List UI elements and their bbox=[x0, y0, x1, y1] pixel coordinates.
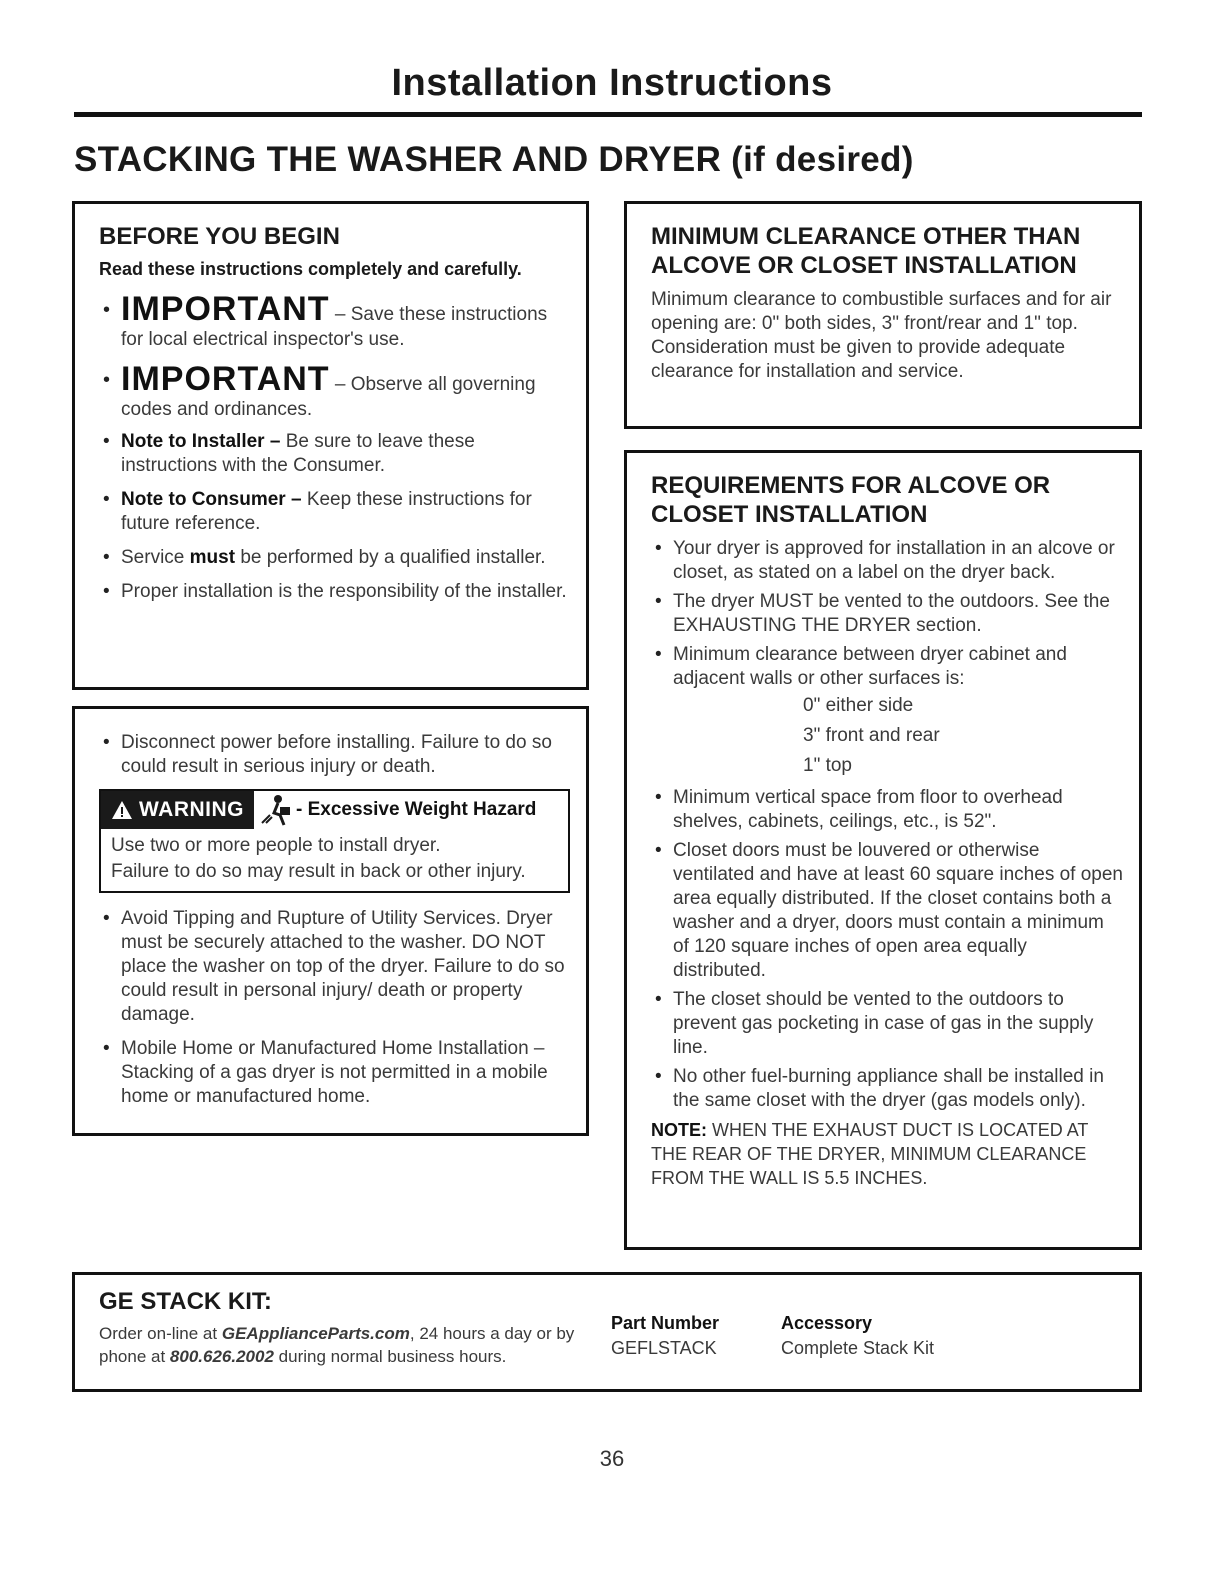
stack-kit-info bbox=[99, 1287, 611, 1368]
header-divider bbox=[74, 112, 1142, 117]
before-list bbox=[99, 430, 570, 604]
part-number-column bbox=[611, 1287, 781, 1368]
accessory-header: Accessory bbox=[781, 1313, 873, 1333]
warning-header bbox=[101, 791, 560, 829]
list-item: • Note to Consumer – Keep these instructions for future reference. bbox=[99, 488, 570, 536]
important-item-2 bbox=[99, 360, 570, 422]
clearance-top: 1" top bbox=[803, 755, 853, 776]
warning-title: - Excessive Weight Hazard bbox=[296, 799, 537, 820]
safety-box bbox=[72, 706, 589, 1136]
page-title: STACKING THE WASHER AND DRYER (if desired) bbox=[74, 140, 914, 179]
accessory-column bbox=[781, 1287, 1001, 1368]
important-2-text: – Observe all governing codes and ordinances. bbox=[121, 374, 536, 420]
warning-box bbox=[99, 789, 570, 893]
important-label: IMPORTANT bbox=[121, 290, 330, 328]
important-label: IMPORTANT bbox=[121, 360, 330, 398]
stack-kit-grid bbox=[99, 1287, 1123, 1368]
warning-badge: WARNING bbox=[101, 791, 254, 829]
requirements-note: NOTE: WHEN THE EXHAUST DUCT IS LOCATED AT THE REAR OF THE DRYER, MINIMUM CLEARANCE FROM THE WALL IS 5.5 INCHES. bbox=[651, 1120, 1089, 1188]
clearance-side: 0" either side bbox=[803, 695, 914, 716]
safety-list-top bbox=[99, 731, 570, 779]
website-link[interactable]: GEApplianceParts.com bbox=[221, 1324, 410, 1343]
before-you-begin-title: BEFORE YOU BEGIN bbox=[99, 223, 340, 250]
requirements-box bbox=[624, 450, 1142, 1250]
warning-line-1: Use two or more people to install dryer. bbox=[111, 835, 441, 856]
list-item: • No other fuel-burning appliance shall be installed in the same closet with the dryer (gas models only). bbox=[651, 1065, 1123, 1113]
list-item: • The dryer MUST be vented to the outdoors. See the EXHAUSTING THE DRYER section. bbox=[651, 590, 1123, 638]
heavy-lift-icon bbox=[258, 793, 292, 827]
page-header-title: Installation Instructions bbox=[391, 62, 833, 104]
warning-line-2: Failure to do so may result in back or other injury. bbox=[111, 861, 526, 882]
part-number-header: Part Number bbox=[611, 1313, 720, 1333]
list-item: • Note to Installer – Be sure to leave these instructions with the Consumer. bbox=[99, 430, 570, 478]
list-item: • Minimum vertical space from floor to overhead shelves, cabinets, ceilings, etc., is 52". bbox=[651, 786, 1123, 834]
min-clearance-box bbox=[624, 201, 1142, 429]
before-you-begin-box bbox=[72, 201, 589, 690]
list-item: • The closet should be vented to the outdoors to prevent gas pocketing in case of gas in the supply line. bbox=[651, 988, 1123, 1060]
list-item: • Service must be performed by a qualified installer. bbox=[99, 546, 570, 570]
min-clearance-text: Minimum clearance to combustible surfaces and for air opening are: 0" both sides, 3" front/rear and 1" top. Consideration must be given to provide adequate clearance for installation and service. bbox=[651, 289, 1112, 382]
before-lead: Read these instructions completely and carefully. bbox=[99, 259, 522, 279]
stack-kit-text: Order on-line at GEApplianceParts.com, 24 hours a day or by phone at 800.626.2002 during normal business hours. bbox=[99, 1324, 575, 1366]
phone-number: 800.626.2002 bbox=[169, 1347, 274, 1366]
clearance-front-rear: 3" front and rear bbox=[803, 725, 940, 746]
list-item: • Closet doors must be louvered or otherwise ventilated and have at least 60 square inches of open area equally distributed. If the closet contains both a washer and a dryer, doors must contain a minimum of 120 square inches of open area equally distributed. bbox=[651, 839, 1123, 983]
requirements-list bbox=[651, 537, 1123, 1113]
list-item: • Minimum clearance between dryer cabinet and adjacent walls or other surfaces is: 0" either side 3" front and rear 1" top bbox=[651, 643, 1123, 781]
important-1-text: – Save these instructions for local electrical inspector's use. bbox=[121, 304, 548, 350]
page-number: 36 bbox=[599, 1446, 625, 1471]
list-item: • Avoid Tipping and Rupture of Utility Services. Dryer must be securely attached to the washer. DO NOT place the washer on top of the dryer. Failure to do so could result in personal injury/ death or property damage. bbox=[99, 907, 570, 1027]
important-item-1 bbox=[99, 290, 570, 352]
stack-kit-box bbox=[72, 1272, 1142, 1392]
safety-list-bottom bbox=[99, 907, 570, 1109]
min-clearance-title: MINIMUM CLEARANCE OTHER THAN ALCOVE OR CLOSET INSTALLATION bbox=[651, 223, 1081, 279]
list-item: • Your dryer is approved for installation in an alcove or closet, as stated on a label on the dryer back. bbox=[651, 537, 1123, 585]
accessory-value: Complete Stack Kit bbox=[781, 1338, 935, 1358]
list-item: • Proper installation is the responsibility of the installer. bbox=[99, 580, 570, 604]
list-item: • Disconnect power before installing. Failure to do so could result in serious injury or death. bbox=[99, 731, 570, 779]
stack-kit-title: GE STACK KIT: bbox=[99, 1288, 272, 1315]
part-number-value: GEFLSTACK bbox=[611, 1338, 717, 1358]
requirements-title: REQUIREMENTS FOR ALCOVE OR CLOSET INSTALLATION bbox=[651, 472, 1051, 528]
list-item: • Mobile Home or Manufactured Home Installation – Stacking of a gas dryer is not permitted in a mobile home or manufactured home. bbox=[99, 1037, 570, 1109]
warning-triangle-icon bbox=[111, 800, 133, 820]
